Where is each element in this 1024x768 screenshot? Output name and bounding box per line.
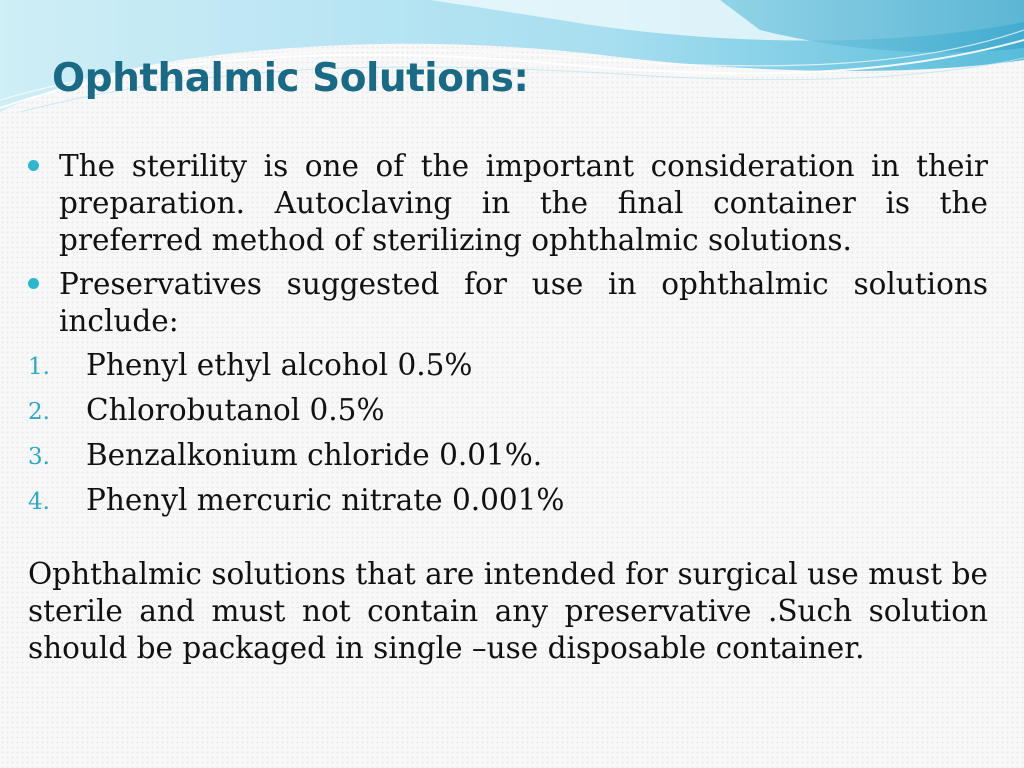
list-number: 2. (28, 399, 50, 425)
surgical-use-paragraph: Ophthalmic solutions that are intended for surgical use must be sterile and must not contain any preservative .Such solution should be packaged in single –use disposable container. (28, 557, 988, 665)
bullet-dot-icon (28, 160, 39, 171)
list-item (28, 482, 988, 527)
list-item-text: Phenyl ethyl alcohol 0.5% (86, 348, 473, 382)
list-item (28, 392, 988, 437)
list-item (28, 437, 988, 482)
bullet-text: Preservatives suggested for use in ophthalmic solutions include: (59, 267, 988, 338)
list-number: 1. (28, 354, 50, 380)
slide-body (28, 148, 988, 697)
bullet-dot-icon (28, 278, 39, 289)
list-item-text: Benzalkonium chloride 0.01%. (86, 438, 543, 472)
preservative-list (28, 347, 988, 527)
bullet-item-sterility (28, 148, 988, 259)
list-item-text: Chlorobutanol 0.5% (86, 393, 385, 427)
list-item (28, 347, 988, 392)
list-number: 4. (28, 489, 50, 515)
slide-title: Ophthalmic Solutions: (52, 56, 529, 101)
bullet-item-preservatives (28, 266, 988, 340)
bullet-text: The sterility is one of the important consideration in their preparation. Autoclaving in the final container is the preferred method of sterilizing ophthalmic solutions. (59, 149, 988, 257)
list-number: 3. (28, 444, 50, 470)
list-item-text: Phenyl mercuric nitrate 0.001% (86, 483, 565, 517)
